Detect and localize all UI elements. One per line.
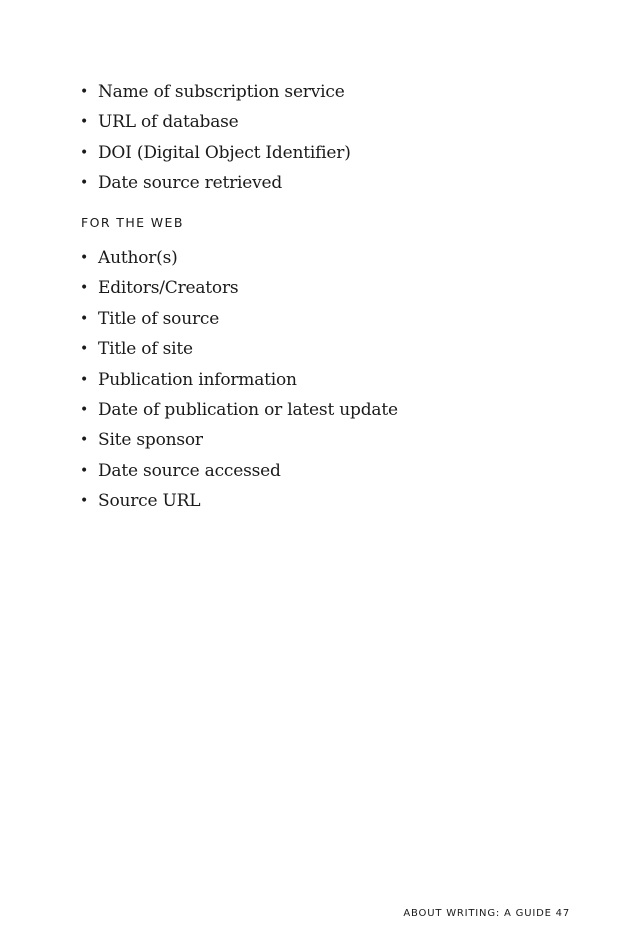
list-item: [80, 107, 351, 137]
bullet-icon: •: [80, 144, 89, 161]
section-heading-web: FOR THE WEB: [81, 215, 184, 230]
list-item-text: Author(s): [98, 248, 178, 268]
list-item-text: Date source retrieved: [98, 173, 283, 194]
bullet-icon: •: [80, 114, 89, 131]
bullet-icon: •: [80, 371, 89, 388]
page-number: 47: [555, 908, 570, 919]
running-title: ABOUT WRITING: A GUIDE: [403, 908, 552, 919]
list-item-text: DOI (Digital Object Identifier): [98, 142, 351, 163]
list-item: [80, 395, 398, 425]
list-item-text: Name of subscription service: [98, 82, 345, 102]
bullet-icon: •: [80, 462, 89, 479]
list-item: [80, 365, 398, 395]
bullet-icon: •: [80, 432, 89, 449]
web-source-info-list: [80, 243, 398, 517]
bullet-icon: •: [80, 250, 89, 266]
list-item: [80, 304, 398, 334]
bullet-icon: •: [80, 401, 89, 418]
list-item-text: Date of publication or latest update: [98, 399, 398, 420]
source-info-list-continued: [80, 77, 351, 199]
list-item: [80, 486, 398, 516]
list-item: [80, 138, 351, 168]
list-item-text: Date source accessed: [98, 460, 281, 481]
bullet-icon: •: [80, 84, 89, 100]
list-item-text: Site sponsor: [98, 430, 203, 451]
list-item-text: Title of source: [98, 308, 220, 329]
bullet-icon: •: [80, 310, 89, 327]
bullet-icon: •: [80, 175, 89, 192]
list-item-text: URL of database: [98, 112, 239, 133]
list-item-text: Publication information: [98, 369, 297, 390]
bullet-icon: •: [80, 341, 89, 358]
list-item: [80, 168, 351, 198]
list-item: [80, 425, 398, 455]
list-item-text: Source URL: [98, 491, 201, 512]
list-item: [80, 77, 351, 107]
list-item-text: Title of site: [98, 339, 193, 360]
list-item: [80, 334, 398, 364]
bullet-icon: •: [80, 280, 89, 297]
bullet-icon: •: [80, 493, 89, 510]
list-item-text: Editors/Creators: [98, 278, 239, 299]
list-item: [80, 243, 398, 273]
running-footer: [403, 907, 570, 921]
list-item: [80, 273, 398, 303]
list-item: [80, 456, 398, 486]
